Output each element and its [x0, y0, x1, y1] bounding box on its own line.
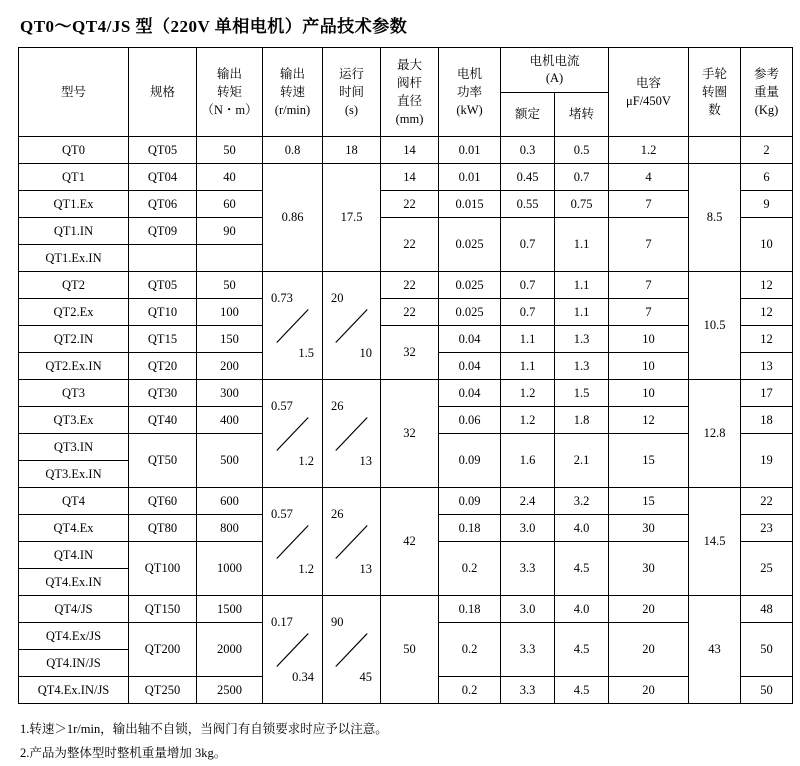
cell-current-rated: 3.0 [501, 515, 555, 542]
cell-handwheel [689, 137, 741, 164]
cell-model: QT3.IN [19, 434, 129, 461]
cell-weight: 2 [741, 137, 793, 164]
cell-stem: 14 [381, 164, 439, 191]
runtime-range-top: 90 [331, 614, 344, 629]
cell-torque: 500 [197, 434, 263, 488]
cell-stem: 22 [381, 299, 439, 326]
cell-current-locked: 3.2 [555, 488, 609, 515]
cell-torque: 300 [197, 380, 263, 407]
cell-current-rated: 0.7 [501, 299, 555, 326]
cell-power: 0.06 [439, 407, 501, 434]
speed-range-bottom: 0.34 [292, 669, 314, 684]
cell-power: 0.18 [439, 515, 501, 542]
cell-stem: 32 [381, 326, 439, 380]
cell-power: 0.04 [439, 380, 501, 407]
cell-current-locked: 4.5 [555, 623, 609, 677]
cell-spec: QT80 [129, 515, 197, 542]
cell-capacitor: 30 [609, 542, 689, 596]
cell-weight: 13 [741, 353, 793, 380]
cell-power: 0.025 [439, 299, 501, 326]
cell-torque: 40 [197, 164, 263, 191]
cell-torque: 1500 [197, 596, 263, 623]
cell-model: QT3.Ex [19, 407, 129, 434]
cell-capacitor: 20 [609, 596, 689, 623]
spec-table [18, 47, 793, 704]
cell-capacitor: 10 [609, 380, 689, 407]
cell-model: QT4 [19, 488, 129, 515]
cell-weight: 10 [741, 218, 793, 272]
cell-model: QT3.Ex.IN [19, 461, 129, 488]
cell-current-locked: 4.0 [555, 515, 609, 542]
cell-power: 0.04 [439, 353, 501, 380]
cell-current-rated: 0.7 [501, 272, 555, 299]
cell-speed-merged: 0.86 [263, 164, 323, 272]
cell-spec: QT06 [129, 191, 197, 218]
cell-torque: 2000 [197, 623, 263, 677]
cell-capacitor: 20 [609, 677, 689, 704]
cell-speed-range [263, 596, 323, 704]
cell-weight: 19 [741, 434, 793, 488]
speed-range-top: 0.57 [271, 506, 293, 521]
cell-current-rated: 2.4 [501, 488, 555, 515]
cell-spec: QT15 [129, 326, 197, 353]
cell-torque: 1000 [197, 542, 263, 596]
header-current-locked: 堵转 [554, 93, 608, 136]
cell-current-locked: 1.8 [555, 407, 609, 434]
cell-current-rated: 3.3 [501, 623, 555, 677]
cell-power: 0.09 [439, 488, 501, 515]
cell-capacitor: 15 [609, 488, 689, 515]
cell-capacitor: 30 [609, 515, 689, 542]
table-header-row [19, 48, 793, 137]
cell-weight: 17 [741, 380, 793, 407]
cell-power: 0.09 [439, 434, 501, 488]
table-row [19, 299, 793, 326]
header-runtime: 运行 时间 (s) [323, 48, 381, 137]
cell-spec: QT05 [129, 137, 197, 164]
cell-speed-range [263, 488, 323, 596]
speed-range-bottom: 1.2 [298, 453, 314, 468]
cell-current-rated: 1.1 [501, 353, 555, 380]
footnote-2: 2.产品为整体型时整机重量增加 3kg。 [20, 745, 227, 760]
runtime-range-top: 20 [331, 290, 344, 305]
speed-range-bottom: 1.2 [298, 561, 314, 576]
cell-spec: QT04 [129, 164, 197, 191]
cell-capacitor: 4 [609, 164, 689, 191]
header-handwheel-turns: 手轮 转圈 数 [689, 48, 741, 137]
cell-torque: 150 [197, 326, 263, 353]
cell-runtime-range [323, 380, 381, 488]
cell-weight: 22 [741, 488, 793, 515]
cell-power: 0.2 [439, 623, 501, 677]
runtime-range-bottom: 13 [359, 561, 372, 576]
cell-current-rated: 3.3 [501, 542, 555, 596]
cell-current-rated: 1.6 [501, 434, 555, 488]
cell-current-locked: 0.7 [555, 164, 609, 191]
cell-spec: QT09 [129, 218, 197, 245]
footnote-1: 1.转速＞1r/min，输出轴不自锁，当阀门有自锁要求时应予以注意。 [20, 722, 388, 736]
cell-capacitor: 10 [609, 353, 689, 380]
cell-power: 0.025 [439, 218, 501, 272]
cell-power: 0.025 [439, 272, 501, 299]
cell-handwheel-merged: 14.5 [689, 488, 741, 596]
cell-handwheel-merged: 10.5 [689, 272, 741, 380]
cell-runtime-range [323, 272, 381, 380]
cell-current-rated: 0.55 [501, 191, 555, 218]
cell-spec: QT60 [129, 488, 197, 515]
cell-current-locked: 4.5 [555, 542, 609, 596]
table-row [19, 191, 793, 218]
cell-weight: 12 [741, 272, 793, 299]
cell-current-locked: 1.3 [555, 353, 609, 380]
runtime-range-bottom: 45 [359, 669, 372, 684]
cell-power: 0.01 [439, 164, 501, 191]
cell-torque: 200 [197, 353, 263, 380]
header-motor-power: 电机 功率 (kW) [439, 48, 501, 137]
cell-weight: 9 [741, 191, 793, 218]
cell-weight: 6 [741, 164, 793, 191]
header-torque: 输出 转矩 （N・m） [197, 48, 263, 137]
table-row [19, 488, 793, 515]
cell-handwheel-merged: 12.8 [689, 380, 741, 488]
cell-capacitor: 7 [609, 299, 689, 326]
cell-torque: 600 [197, 488, 263, 515]
cell-speed: 0.8 [263, 137, 323, 164]
cell-current-rated: 0.7 [501, 218, 555, 272]
cell-capacitor: 7 [609, 272, 689, 299]
cell-torque: 2500 [197, 677, 263, 704]
cell-weight: 12 [741, 299, 793, 326]
cell-runtime-range [323, 488, 381, 596]
cell-current-rated: 1.2 [501, 380, 555, 407]
cell-torque: 60 [197, 191, 263, 218]
cell-current-rated: 0.45 [501, 164, 555, 191]
cell-runtime-merged: 17.5 [323, 164, 381, 272]
cell-model: QT4.IN [19, 542, 129, 569]
cell-model: QT1.Ex.IN [19, 245, 129, 272]
table-row [19, 164, 793, 191]
cell-weight: 50 [741, 677, 793, 704]
cell-torque: 400 [197, 407, 263, 434]
runtime-range-top: 26 [331, 398, 344, 413]
cell-torque: 90 [197, 218, 263, 245]
cell-current-locked: 4.5 [555, 677, 609, 704]
table-row [19, 596, 793, 623]
cell-model: QT1.Ex [19, 191, 129, 218]
header-motor-current-title: 电机电流 (A) [501, 48, 608, 93]
cell-model: QT4/JS [19, 596, 129, 623]
cell-weight: 25 [741, 542, 793, 596]
cell-spec: QT40 [129, 407, 197, 434]
cell-torque: 100 [197, 299, 263, 326]
runtime-range-top: 26 [331, 506, 344, 521]
runtime-range-bottom: 13 [359, 453, 372, 468]
cell-torque: 50 [197, 272, 263, 299]
cell-capacitor: 15 [609, 434, 689, 488]
cell-model: QT2.Ex [19, 299, 129, 326]
cell-current-locked: 1.5 [555, 380, 609, 407]
cell-capacitor: 1.2 [609, 137, 689, 164]
cell-capacitor: 10 [609, 326, 689, 353]
cell-spec: QT10 [129, 299, 197, 326]
speed-range-top: 0.73 [271, 290, 293, 305]
cell-power: 0.2 [439, 542, 501, 596]
cell-spec: QT50 [129, 434, 197, 488]
cell-current-locked: 1.3 [555, 326, 609, 353]
cell-speed-range [263, 272, 323, 380]
cell-model: QT3 [19, 380, 129, 407]
cell-capacitor: 7 [609, 191, 689, 218]
header-stem-diameter: 最大 阀杆 直径 (mm) [381, 48, 439, 137]
cell-spec [129, 245, 197, 272]
cell-stem-merged: 50 [381, 596, 439, 704]
cell-weight: 48 [741, 596, 793, 623]
header-current-rated: 额定 [514, 107, 540, 122]
cell-current-locked: 4.0 [555, 596, 609, 623]
cell-power: 0.01 [439, 137, 501, 164]
header-speed: 输出 转速 (r/min) [263, 48, 323, 137]
cell-current-locked: 1.1 [555, 272, 609, 299]
cell-stem-merged: 32 [381, 380, 439, 488]
cell-weight: 18 [741, 407, 793, 434]
table-row [19, 272, 793, 299]
cell-power: 0.18 [439, 596, 501, 623]
cell-current-rated: 3.0 [501, 596, 555, 623]
cell-stem: 22 [381, 272, 439, 299]
table-row [19, 137, 793, 164]
cell-runtime: 18 [323, 137, 381, 164]
header-motor-current-group [501, 48, 609, 137]
cell-model: QT4.Ex.IN/JS [19, 677, 129, 704]
header-capacitor: 电容 μF/450V [609, 48, 689, 137]
header-spec: 规格 [129, 48, 197, 137]
cell-current-locked: 2.1 [555, 434, 609, 488]
runtime-range-bottom: 10 [359, 345, 372, 360]
cell-spec: QT20 [129, 353, 197, 380]
cell-model: QT4.Ex [19, 515, 129, 542]
cell-spec: QT30 [129, 380, 197, 407]
cell-speed-range [263, 380, 323, 488]
cell-torque [197, 245, 263, 272]
cell-spec: QT150 [129, 596, 197, 623]
cell-weight: 50 [741, 623, 793, 677]
cell-current-locked: 0.5 [555, 137, 609, 164]
cell-spec: QT200 [129, 623, 197, 677]
page-title: QT0～QT4/JS 型（220V 单相电机）产品技术参数 [20, 17, 408, 36]
cell-model: QT1.IN [19, 218, 129, 245]
cell-current-locked: 1.1 [555, 218, 609, 272]
speed-range-top: 0.17 [271, 614, 293, 629]
cell-power: 0.2 [439, 677, 501, 704]
cell-current-locked: 1.1 [555, 299, 609, 326]
cell-weight: 12 [741, 326, 793, 353]
cell-weight: 23 [741, 515, 793, 542]
cell-model: QT4.Ex/JS [19, 623, 129, 650]
cell-handwheel-merged: 43 [689, 596, 741, 704]
cell-capacitor: 20 [609, 623, 689, 677]
table-row [19, 380, 793, 407]
cell-stem-merged: 42 [381, 488, 439, 596]
cell-model: QT0 [19, 137, 129, 164]
cell-power: 0.015 [439, 191, 501, 218]
cell-model: QT2 [19, 272, 129, 299]
cell-model: QT4.IN/JS [19, 650, 129, 677]
cell-current-rated: 3.3 [501, 677, 555, 704]
cell-model: QT2.Ex.IN [19, 353, 129, 380]
header-weight: 参考 重量 (Kg) [741, 48, 793, 137]
cell-power: 0.04 [439, 326, 501, 353]
header-model: 型号 [19, 48, 129, 137]
cell-current-rated: 1.2 [501, 407, 555, 434]
cell-capacitor: 12 [609, 407, 689, 434]
speed-range-bottom: 1.5 [298, 345, 314, 360]
cell-model: QT2.IN [19, 326, 129, 353]
table-row [19, 218, 793, 245]
cell-capacitor: 7 [609, 218, 689, 272]
cell-stem: 14 [381, 137, 439, 164]
cell-handwheel-merged: 8.5 [689, 164, 741, 272]
cell-spec: QT05 [129, 272, 197, 299]
cell-current-locked: 0.75 [555, 191, 609, 218]
table-row [19, 326, 793, 353]
cell-spec: QT250 [129, 677, 197, 704]
cell-torque: 50 [197, 137, 263, 164]
cell-current-rated: 0.3 [501, 137, 555, 164]
cell-model: QT4.Ex.IN [19, 569, 129, 596]
cell-stem: 22 [381, 191, 439, 218]
cell-current-rated: 1.1 [501, 326, 555, 353]
speed-range-top: 0.57 [271, 398, 293, 413]
cell-spec: QT100 [129, 542, 197, 596]
footnotes [18, 704, 782, 766]
cell-stem: 22 [381, 218, 439, 272]
cell-torque: 800 [197, 515, 263, 542]
cell-model: QT1 [19, 164, 129, 191]
cell-runtime-range [323, 596, 381, 704]
